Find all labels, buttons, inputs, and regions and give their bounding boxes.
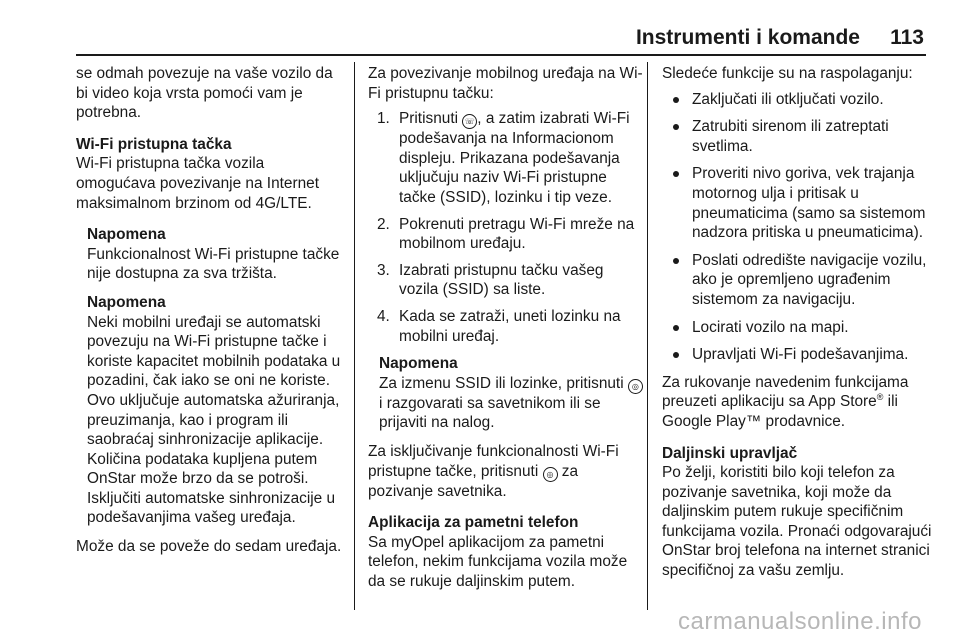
note-title: Napomena: [87, 293, 166, 311]
section-title: Instrumenti i komande: [635, 26, 860, 49]
list-item: Proveriti nivo goriva, vek trajanja motornog ulja i pritisak u pneumaticima (samo sa sistemom nadzora pritiska u pneumaticima).: [662, 164, 932, 242]
note-text: Neki mobilni uređaji se automatski povezuju na Wi-Fi pristupne tačke i koriste kapacitet mobilnih podataka u pozadini, čak iako se oni ne koriste. Ovo uključuje automatska ažuriranja, preuzimanja, kao i program ili saobraćaj sinhronizacije aplikacije. Količina podataka kupljena putem OnStar može brzo da se potroši. Isključiti automatske sinhronizacije u podešavanjima vašeg uređaja.: [87, 313, 341, 527]
bullet-icon: [673, 171, 679, 177]
bullet-icon: [673, 352, 679, 358]
app-text: Sa myOpel aplikacijom za pametni telefon, nekim funkcijama vozila može da se rukuje daljinskim putem.: [368, 533, 628, 590]
col2-intro: Za povezivanje mobilnog uređaja na Wi-Fi pristupnu tačku:: [368, 65, 643, 102]
note-data-usage: [76, 293, 346, 528]
remote-text: Po želji, koristiti bilo koji telefon za pozivanje savetnika, koji može da daljinskim putem rukuje specifičnim funkcijama vozila. Pronaći odgovarajući OnStar broj telefona na internet stranici specifičnoj za vašu zemlju.: [662, 464, 932, 580]
page-header: [76, 26, 926, 54]
wifi-steps-list: [368, 109, 644, 346]
list-item: 2. Pokrenuti pretragu Wi-Fi mreže na mobilnom uređaju.: [377, 215, 635, 253]
wifi-heading: Wi-Fi pristupna tačka: [76, 135, 232, 153]
bullet-icon: [673, 97, 679, 103]
bullet-icon: [673, 124, 679, 130]
list-item: Poslati odredište navigacije vozilu, ako je opremljeno ugrađenim sistemom za navigaciju.: [662, 251, 932, 310]
functions-list: [662, 90, 932, 365]
onstar-icon: ◎: [628, 379, 643, 394]
column-3: [662, 64, 932, 593]
onstar-icon: ◎: [543, 467, 558, 482]
list-item: 4. Kada se zatraži, uneti lozinku na mobilni uređaj.: [377, 307, 621, 345]
col1-intro: se odmah povezuje na vaše vozilo da bi video koja vrsta pomoći vam je potrebna.: [76, 65, 333, 122]
page-number: 113: [890, 26, 924, 49]
bullet-icon: [673, 325, 679, 331]
header-rule: [76, 54, 926, 56]
wifi-text: Wi-Fi pristupna tačka vozila omogućava povezivanje na Internet maksimalnom brzinom od 4G/LTE.: [76, 155, 319, 212]
watermark: carmanualsonline.info: [678, 608, 922, 635]
list-item: 3. Izabrati pristupnu tačku vašeg vozila (SSID) sa liste.: [377, 261, 604, 299]
list-item: Zatrubiti sirenom ili zatreptati svetlima.: [662, 117, 932, 156]
disable-text: Za isključivanje funkcionalnosti Wi-Fi pristupne tačke, pritisnuti ◎ za pozivanje savetnika.: [368, 442, 619, 500]
list-item: Locirati vozilo na mapi.: [662, 318, 932, 338]
column-2: [368, 64, 644, 603]
note-ssid-change: Napomena Za izmenu SSID ili lozinke, pritisnuti ◎ i razgovarati sa savetnikom ili se prijaviti na nalog.: [368, 354, 644, 433]
app-download-text: Za rukovanje navedenim funkcijama preuzeti aplikaciju sa App Store® ili Google Play™ prodavnice.: [662, 373, 909, 430]
column-divider-2: [647, 62, 648, 610]
remote-heading: Daljinski upravljač: [662, 444, 798, 462]
note-title: Napomena: [87, 226, 166, 244]
phone-icon: ☏: [462, 114, 477, 129]
col1-outro: Može da se poveže do sedam uređaja.: [76, 538, 342, 556]
note-text: Funkcionalnost Wi-Fi pristupne tačke nije dostupna za sva tržišta.: [87, 245, 340, 283]
note-title: Napomena: [379, 355, 458, 373]
list-item: Zaključati ili otključati vozilo.: [662, 90, 932, 110]
column-1: [76, 64, 346, 569]
note-availability: [76, 225, 346, 284]
col3-intro: Sledeće funkcije su na raspolaganju:: [662, 65, 913, 82]
list-item: Upravljati Wi-Fi podešavanjima.: [662, 345, 932, 365]
bullet-icon: [673, 258, 679, 264]
column-divider-1: [354, 62, 355, 610]
app-heading: Aplikacija za pametni telefon: [368, 514, 579, 532]
list-item: 1. Pritisnuti ☏ , a zatim izabrati Wi-Fi podešavanja na Informacionom displeju. Prikazana podešavanja uključuju naziv Wi-Fi pristupne tačke (SSID), lozinku i tip veze.: [377, 110, 630, 206]
